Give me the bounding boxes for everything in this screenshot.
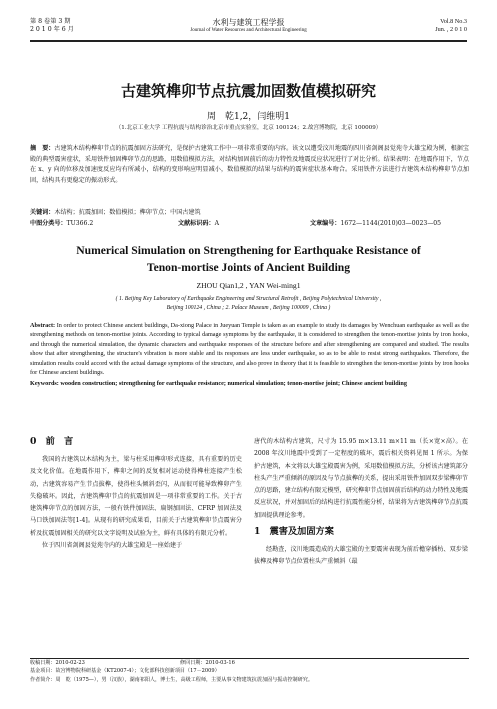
footnote-author: 作者简介：周 乾（1975—），男（汉族），湖南祁阳人，博士生，高级工程师，主要从事文物建筑抗震加固与振动控制研究。 [30, 676, 313, 683]
section-heading-intro: 0 前 言 [30, 436, 74, 447]
footnote-fund: 基金项目：故宫博物院科研基金（KT2007-4）；文化部科技创新项目（17－2009） [30, 668, 220, 675]
keywords-cn-text: 木结构；抗震加固；数值模拟；榫卯节点；中国古建筑 [54, 209, 201, 216]
authors-cn: 周 乾1,2，闫维明1 [206, 112, 291, 122]
section-heading-1: 1 震害及加固方案 [254, 526, 334, 538]
abstract-cn-text: 古建筑木结构榫卯节点的抗震加固方法研究，是保护古建筑工作中一项非常重要的内容。该文以遭受汶川地震的四川省剑阁县觉苑寺大雄宝殿为例，根据宝殿的典型震害症状，采用铁件加固榫卯节点的思路，用数值模拟方法，对结构加固前后的动力特性及地震反应状况进行了对比分析。结果表明：在地震作用下，节点在 x、y 向的位移及加速度反应均有所减小，结构的变形响应明显减小，数值模拟的结果与结构的震害症状基本吻合。采用铁件方法进行古建筑木结构榫卯节点加固，结构具有更稳定的振动形式。 [30, 145, 470, 184]
authors-en: ZHOU Qian1,2 , YAN Wei-ming1 [196, 281, 301, 290]
keywords-en-label: Keywords: [30, 380, 59, 387]
journal-header [30, 18, 467, 41]
paper-title-en: Numerical Simulation on Strengthening for Earthquake Resistance of Tenon-mortise Joints of Ancient Building [76, 244, 421, 274]
footnote-dates: 收稿日期：2010-02-23 修回日期：2010-03-16 [30, 660, 235, 666]
intro-paragraph-2-cont: 唐代的木结构古建筑，尺寸为 15.95 m×13.11 m×11 m（长×宽×高）。在 2008 年汶川地震中受到了一定程度的破坏，震后相关资料见图 1 所示。为保护古建筑，本文将以大雄宝殿震害为例，采用数值模拟方法，分析该古建筑部分柱头产生严重倾斜的原因及与节点拔榫的关系，提出采用铁件加固双步梁榫卯节点的思路，建立结构有限元模型，研究榫卯节点加固前后结构的动力特性及地震反应状况，并对加固后的结构进行抗震性能分析，结果将为古建筑榫卯节点抗震加固提供理论参考。 [254, 438, 468, 519]
affiliation-cn: （1.北京工业大学 工程抗震与结构诊治北京市重点实验室，北京 100124；2.故宫博物院，北京 100009） [115, 125, 382, 131]
intro-paragraph-2: 位于四川省剑阁县觉苑寺内的大雄宝殿是一座始建于 [42, 542, 183, 550]
intro-paragraph-1: 我国的古建筑以木结构为主，梁与柱采用榫卯形式连接，具有重要的历史及文化价值。在地震作用下，榫卯之间的反复相对运动使得榫柱连接产生松动，古建筑容易产生节点拔榫，使得柱头倾斜歪闪，从而很可能导致榫卯产生失稳破坏。因此，古建筑榫卯节点的抗震加固是一项非常重要的工作。关于古建筑榫卯节点的加固方法，一般有铁件加固法、扁钢加固法、CFRP 加固法及马口铁加固法等[1-4]。从现有的研究成果看，目前关于古建筑榫卯节点震害分析及抗震加固相关的研究以文字说明及试验为主，鲜有具体的有限元分析。 [30, 456, 242, 537]
article-id-field: 文章编号：1672—1144(2010)03—0023—05 [310, 220, 442, 227]
header-rule [30, 41, 467, 42]
abstract-en-label: Abstract: [30, 322, 56, 329]
doc-code-field: 文献标识码：A [178, 220, 219, 227]
keywords-en-text: wooden construction; strengthening for earthquake resistance; numerical simulation; tenon-mortise joint; Chinese ancient building [60, 380, 407, 387]
abstract-en-text: In order to protect Chinese ancient buildings, Da-xiong Palace in Jueyuan Temple is taken as an example to study its damages by Wenchuan earthquake as well as the strengthening methods on tenon-mortise joints. According to typical damage symptoms by the earthquake, it is considered to strengthen the tenon-mortise joints by iron hooks, and through the numerical simulation, the dynamic characters and earthquake responses of the structure before and after strengthening are compared and studied. The results show that after strengthening, the structure's vibration is more stable and its responses are less under earthquake, so as to be able to resist strong earthquakes. Therefore, the simulation results could accord with the actual damage symptoms of the structure, and also prove in theory that it is feasible to strengthen the tenon-mortise joints by iron hooks for Chinese ancient buildings. [30, 322, 469, 377]
paper-title-cn: 古建筑榫卯节点抗震加固数值模拟研究 [120, 82, 376, 100]
abstract-cn [30, 144, 469, 186]
keywords-cn [30, 208, 469, 217]
journal-name-cn: 水利与建筑工程学报 [212, 18, 285, 27]
keywords-en [30, 379, 469, 388]
column-left [30, 436, 242, 552]
abstract-en [30, 321, 469, 377]
section1-paragraph-1: 经勘查，汶川地震造成的大雄宝殿的主要震害表现为前后檐穿插枋、双步梁拔榫及榫卯节点位置柱头产重倾斜（最 [254, 546, 468, 566]
clc-field: 中图分类号：TU366.2 [30, 220, 94, 227]
issue-info: 第 8 卷第 3 期 2 0 1 0 年 6 月 [30, 18, 74, 33]
affiliation-en: ( 1. Beijing Key Laboratory of Earthquake Engineering and Structural Retrofit , Beijing Polytechnical University , Beijing 100124 , China ; 2. Palace Museum , Beijing 100009 , China ) [115, 296, 382, 311]
footnote [30, 658, 469, 684]
journal-name-en: Journal of Water Resources and Architectural Engineering [190, 28, 307, 33]
keywords-cn-label: 关键词： [30, 209, 55, 216]
volume-info: Vol.8 No.3 Jun. , 2 0 1 0 [435, 18, 467, 33]
column-right [254, 436, 468, 569]
abstract-cn-label: 摘 要： [30, 145, 55, 152]
